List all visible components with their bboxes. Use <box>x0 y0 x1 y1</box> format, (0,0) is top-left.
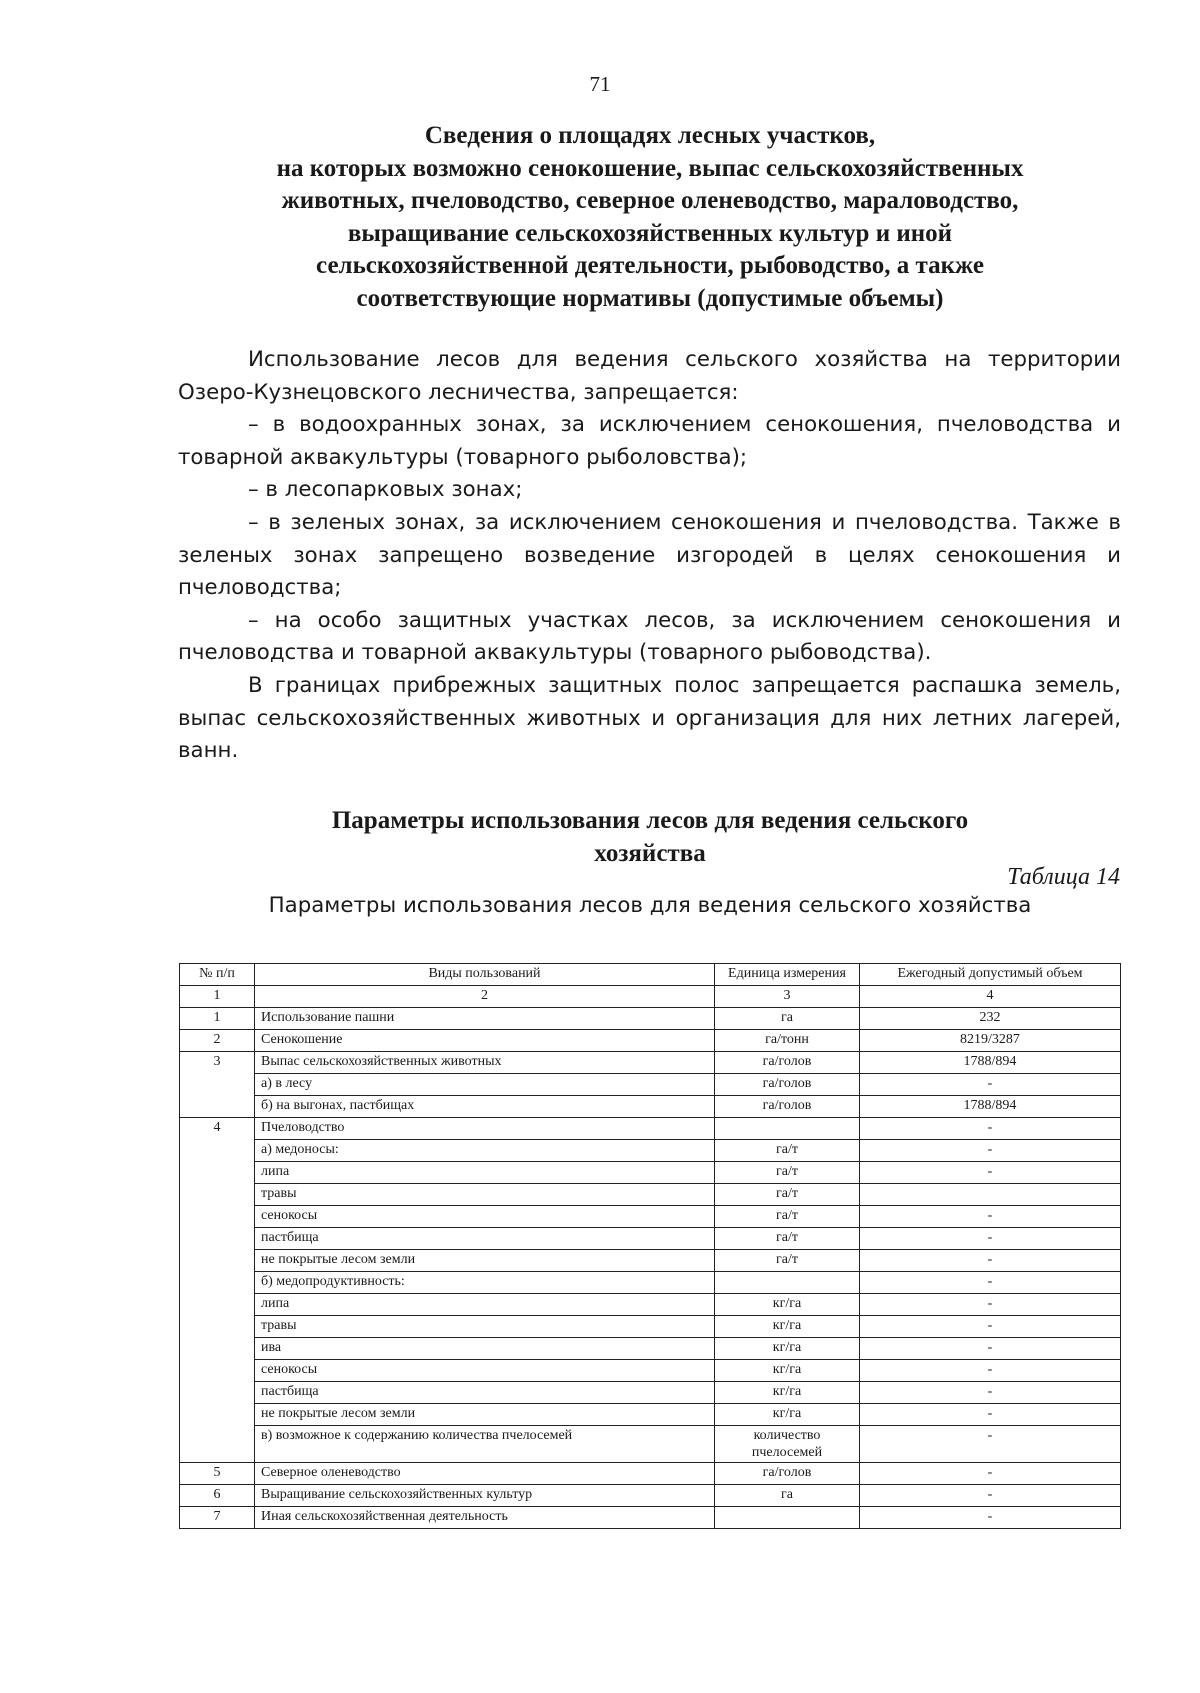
table-row <box>180 1118 1121 1140</box>
row-number <box>180 1360 255 1382</box>
annual-volume: - <box>860 1463 1121 1485</box>
row-number <box>180 1140 255 1162</box>
usage-type: в) возможное к содержанию количества пчелосемей <box>255 1426 715 1463</box>
row-number <box>180 1074 255 1096</box>
row-number <box>180 1250 255 1272</box>
annual-volume: - <box>860 1507 1121 1529</box>
row-number: 7 <box>180 1507 255 1529</box>
annual-volume: - <box>860 1228 1121 1250</box>
heading-line: сельскохозяйственной деятельности, рыбоводство, а также <box>316 252 984 280</box>
unit: кг/га <box>715 1382 860 1404</box>
paragraph: – в зеленых зонах, за исключением сенокошения и пчеловодства. Также в зеленых зонах запрещено возведение изгородей в целях сенокошения и пчеловодства; <box>178 509 1121 601</box>
heading-line: выращивание сельскохозяйственных культур и иной <box>347 219 953 247</box>
table-label: Таблица 14 <box>1007 864 1120 890</box>
row-number <box>180 1404 255 1426</box>
usage-type: Использование пашни <box>255 1008 715 1030</box>
table-row <box>180 1096 1121 1118</box>
table-row <box>180 1426 1121 1463</box>
heading-line: Сведения о площадях лесных участков, <box>424 122 876 149</box>
table-row <box>180 1184 1121 1206</box>
row-number <box>180 1294 255 1316</box>
table-row <box>180 1360 1121 1382</box>
row-number: 6 <box>180 1485 255 1507</box>
usage-type: ива <box>255 1338 715 1360</box>
usage-type: б) на выгонах, пастбищах <box>255 1096 715 1118</box>
annual-volume: - <box>860 1382 1121 1404</box>
usage-type: сенокосы <box>255 1360 715 1382</box>
annual-volume: - <box>860 1404 1121 1426</box>
usage-type: Сенокошение <box>255 1030 715 1052</box>
row-number <box>180 1272 255 1294</box>
header-num: № п/п <box>180 964 255 986</box>
row-number: 1 <box>180 1008 255 1030</box>
unit: кг/га <box>715 1338 860 1360</box>
usage-type: Выпас сельскохозяйственных животных <box>255 1052 715 1074</box>
table-row <box>180 1206 1121 1228</box>
table-row <box>180 1382 1121 1404</box>
row-number <box>180 1426 255 1463</box>
annual-volume: - <box>860 1250 1121 1272</box>
row-number: 3 <box>180 1052 255 1074</box>
section-heading-line: хозяйства <box>594 839 706 867</box>
table-row <box>180 1140 1121 1162</box>
unit: кг/га <box>715 1294 860 1316</box>
usage-type: сенокосы <box>255 1206 715 1228</box>
column-number: 1 <box>180 986 255 1008</box>
usage-type: липа <box>255 1294 715 1316</box>
paragraph: В границах прибрежных защитных полос запрещается распашка земель, выпас сельскохозяйственных животных и организация для них летних лагерей, ванн. <box>178 672 1121 764</box>
unit: га <box>715 1485 860 1507</box>
usage-type: Пчеловодство <box>255 1118 715 1140</box>
unit: га/т <box>715 1250 860 1272</box>
unit: кг/га <box>715 1360 860 1382</box>
table-row <box>180 1272 1121 1294</box>
annual-volume: 232 <box>860 1008 1121 1030</box>
table-row <box>180 1008 1121 1030</box>
paragraph: – в лесопарковых зонах; <box>248 477 523 503</box>
paragraph: – в водоохранных зонах, за исключением сенокошения, пчеловодства и товарной аквакультуры (товарного рыболовства); <box>178 412 1121 470</box>
row-number: 5 <box>180 1463 255 1485</box>
table-row <box>180 1228 1121 1250</box>
unit <box>715 1272 860 1294</box>
usage-type: Выращивание сельскохозяйственных культур <box>255 1485 715 1507</box>
annual-volume: - <box>860 1074 1121 1096</box>
heading-line: на которых возможно сенокошение, выпас сельскохозяйственных <box>276 154 1024 182</box>
unit: количество пчелосемей <box>715 1426 860 1463</box>
unit: кг/га <box>715 1404 860 1426</box>
table-row <box>180 1052 1121 1074</box>
row-number <box>180 1338 255 1360</box>
body-text <box>178 344 1121 768</box>
unit: га/голов <box>715 1463 860 1485</box>
unit: га/т <box>715 1184 860 1206</box>
heading-line: соответствующие нормативы (допустимые объемы) <box>356 284 944 312</box>
unit <box>715 1118 860 1140</box>
row-number <box>180 1228 255 1250</box>
table-row <box>180 1463 1121 1485</box>
annual-volume: 1788/894 <box>860 1052 1121 1074</box>
table-row <box>180 1507 1121 1529</box>
annual-volume: - <box>860 1118 1121 1140</box>
unit: га <box>715 1008 860 1030</box>
annual-volume: 8219/3287 <box>860 1030 1121 1052</box>
usage-type: липа <box>255 1162 715 1184</box>
annual-volume: - <box>860 1206 1121 1228</box>
table-column-numbers-row <box>180 986 1121 1008</box>
table-row <box>180 1030 1121 1052</box>
table-row <box>180 1162 1121 1184</box>
row-number <box>180 1184 255 1206</box>
table-row <box>180 1250 1121 1272</box>
annual-volume: - <box>860 1360 1121 1382</box>
section-heading-line: Параметры использования лесов для ведения сельского <box>331 807 969 834</box>
row-number: 4 <box>180 1118 255 1140</box>
unit: кг/га <box>715 1316 860 1338</box>
table-row <box>180 1316 1121 1338</box>
page-number: 71 <box>589 72 611 96</box>
header-unit: Единица измерения <box>715 964 860 986</box>
table-row <box>180 1404 1121 1426</box>
usage-parameters-table <box>179 963 1121 1529</box>
unit: га/голов <box>715 1074 860 1096</box>
header-usage-type: Виды пользований <box>255 964 715 986</box>
unit: га/т <box>715 1162 860 1184</box>
annual-volume: - <box>860 1162 1121 1184</box>
column-number: 2 <box>255 986 715 1008</box>
row-number: 2 <box>180 1030 255 1052</box>
section-heading <box>180 805 1120 870</box>
usage-type: пастбища <box>255 1382 715 1404</box>
usage-type: травы <box>255 1316 715 1338</box>
unit <box>715 1507 860 1529</box>
header-annual-volume: Ежегодный допустимый объем <box>860 964 1121 986</box>
table-title: Параметры использования лесов для ведения сельского хозяйства <box>268 893 1032 918</box>
annual-volume: - <box>860 1338 1121 1360</box>
document-heading <box>180 120 1120 316</box>
usage-type: а) медоносы: <box>255 1140 715 1162</box>
table-row <box>180 1338 1121 1360</box>
annual-volume: - <box>860 1140 1121 1162</box>
paragraph: Использование лесов для ведения сельского хозяйства на территории Озеро-Кузнецовского лесничества, запрещается: <box>178 347 1121 405</box>
usage-type: Иная сельскохозяйственная деятельность <box>255 1507 715 1529</box>
unit: га/т <box>715 1228 860 1250</box>
usage-type: не покрытые лесом земли <box>255 1404 715 1426</box>
row-number <box>180 1096 255 1118</box>
row-number <box>180 1162 255 1184</box>
usage-type: не покрытые лесом земли <box>255 1250 715 1272</box>
annual-volume: - <box>860 1294 1121 1316</box>
unit: га/тонн <box>715 1030 860 1052</box>
paragraph: – на особо защитных участках лесов, за исключением сенокошения и пчеловодства и товарной аквакультуры (товарного рыбоводства). <box>178 607 1121 666</box>
column-number: 4 <box>860 986 1121 1008</box>
usage-type: травы <box>255 1184 715 1206</box>
row-number <box>180 1206 255 1228</box>
annual-volume <box>860 1184 1121 1206</box>
annual-volume: - <box>860 1272 1121 1294</box>
annual-volume: - <box>860 1426 1121 1463</box>
annual-volume: - <box>860 1485 1121 1507</box>
unit: га/голов <box>715 1096 860 1118</box>
unit: га/т <box>715 1140 860 1162</box>
table-row <box>180 1074 1121 1096</box>
table-row <box>180 1485 1121 1507</box>
usage-type: а) в лесу <box>255 1074 715 1096</box>
heading-line: животных, пчеловодство, северное оленеводство, мараловодство, <box>281 187 1019 215</box>
annual-volume: 1788/894 <box>860 1096 1121 1118</box>
row-number <box>180 1316 255 1338</box>
usage-type: б) медопродуктивность: <box>255 1272 715 1294</box>
table-row <box>180 1294 1121 1316</box>
unit: га/голов <box>715 1052 860 1074</box>
table-header-row <box>180 964 1121 986</box>
usage-type: пастбища <box>255 1228 715 1250</box>
usage-type: Северное оленеводство <box>255 1463 715 1485</box>
annual-volume: - <box>860 1316 1121 1338</box>
column-number: 3 <box>715 986 860 1008</box>
row-number <box>180 1382 255 1404</box>
unit: га/т <box>715 1206 860 1228</box>
